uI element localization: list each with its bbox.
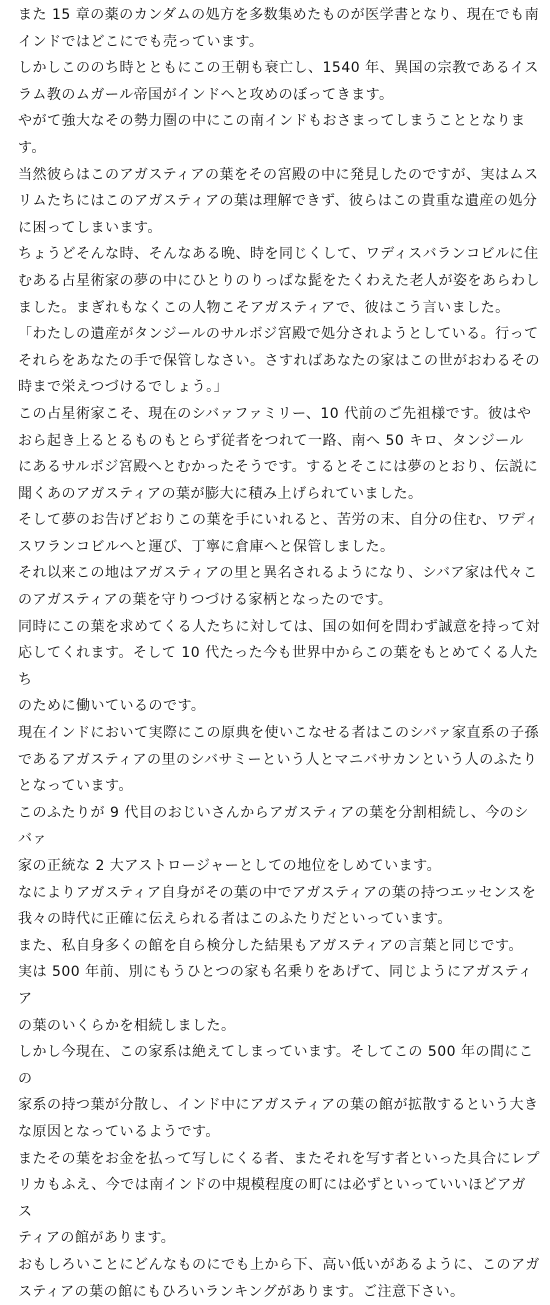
paragraph: そして夢のお告げどおりこの葉を手にいれると、苦労の末、自分の住む、ワディ スワランコビルへと運び、丁寧に倉庫へと保管しました。 bbox=[18, 512, 539, 555]
paragraph: この占星術家こそ、現在のシバァファミリー、10 代前のご先祖様です。彼はや おら起き上るとるものもとらず従者をつれて一路、南へ 50 キロ、タンジール にあるサルボジ宮殿へとむかったそうです。するとそこには夢のとおり、伝説に 聞くあのアガスティアの葉が膨大に積み上げられていました。 bbox=[18, 405, 539, 502]
paragraph: また 15 章の薬のカンダムの処方を多数集めたものが医学書となり、現在でも南 インドではどこにでも売っています。 bbox=[18, 7, 540, 50]
paragraph: またその葉をお金を払って写しにくる者、またそれを写す者といった具合にレプ リカもふえ、今では南インドの中規模程度の町には必ずといっていいほどアガス ティアの館があります。 bbox=[18, 1150, 540, 1247]
paragraph: しかし今現在、この家系は絶えてしまっています。そしてこの 500 年の間にこの 家系の持つ葉が分散し、インド中にアガスティアの葉の館が拡散するという大き な原因となっているようです。 bbox=[18, 1044, 539, 1140]
paragraph: おもしろいことにどんなものにでも上から下、高い低いがあるように、このアガ スティアの葉の館にもひろいランキングがあります。ご注意下さい。 bbox=[18, 1256, 540, 1300]
paragraph: やがて強大なその勢力圏の中にこの南インドもおさまってしまうこととなります。 bbox=[18, 113, 526, 156]
paragraph: それ以来この地はアガスティアの里と異名されるようになり、シバア家は代々こ のアガスティアの葉を守りつづける家柄となったのです。 bbox=[18, 565, 538, 609]
paragraph: このふたりが 9 代目のおじいさんからアガスティアの葉を分割相続し、今のシバァ 家の正統な 2 大アストロージャーとしての地位をしめています。 bbox=[18, 804, 529, 874]
paragraph: なによりアガスティア自身がその葉の中でアガスティアの葉の持つエッセンスを 我々の時代に正確に伝えられる者はこのふたりだといっています。 bbox=[18, 884, 537, 928]
paragraph: 同時にこの葉を求めてくる人たちに対しては、国の如何を問わず誠意を持って対 応してくれます。そして 10 代たった今も世界中からこの葉をもとめてくる人たち のために働いているのです。 bbox=[18, 618, 540, 715]
quote-paragraph: 「わたしの遺産がタンジールのサルボジ宮殿で処分されようとしている。行って それらをあなたの手で保管しなさい。さすればあなたの家はこの世がおわるその 時まで栄えつづけるでしょう。」 bbox=[18, 326, 540, 396]
paragraph: 当然彼らはこのアガスティアの葉をその宮殿の中に発見したのですが、実はムス リムたちにはこのアガスティアの葉は理解できず、彼らはこの貴重な遺産の処分 に困ってしまいます。 bbox=[18, 166, 539, 236]
paragraph: 実は 500 年前、別にもうひとつの家も名乗りをあげて、同じようにアガスティア の葉のいくらかを相続しました。 bbox=[18, 964, 533, 1034]
paragraph: ちょうどそんな時、そんなある晩、時を同じくして、ワディスバランコビルに住 むある占星術家の夢の中にひとりのりっぱな髭をたくわえた老人が姿をあらわし ました。まぎれもなくこの人物こそアガスティアで、彼はこう言いました。 bbox=[18, 246, 540, 316]
paragraph: しかしこののち時とともにこの王朝も衰亡し、1540 年、異国の宗教であるイス ラム教のムガール帝国がインドへと攻めのぼってきます。 bbox=[18, 60, 539, 103]
document-body bbox=[18, 2, 540, 1305]
paragraph: また、私自身多くの館を自ら検分した結果もアガスティアの言葉と同じです。 bbox=[18, 937, 523, 954]
paragraph: 現在インドにおいて実際にこの原典を使いこなせる者はこのシバァ家直系の子孫 であるアガスティアの里のシバサミーという人とマニバサカンという人のふたり となっています。 bbox=[18, 725, 540, 795]
